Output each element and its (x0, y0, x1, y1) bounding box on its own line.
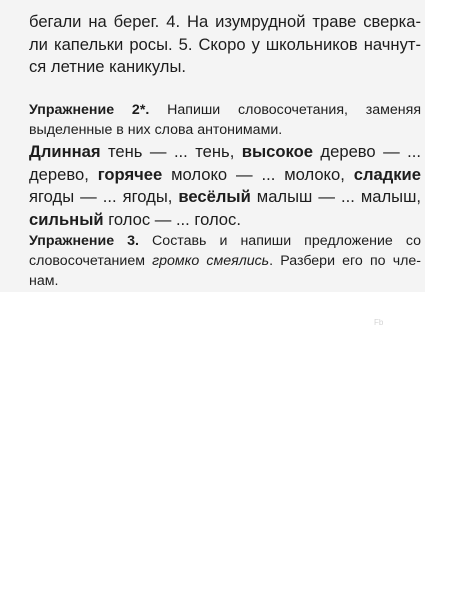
text-line (29, 231, 421, 251)
plain-text: словосочетанием (29, 253, 153, 269)
text-line: ли капельки росы. 5. Скоро у школьников начнут- (29, 34, 421, 54)
text-line (29, 251, 421, 271)
intro-paragraph (29, 11, 421, 79)
text-line: бегали на берег. 4. На изумрудной траве сверка- (29, 12, 421, 31)
highlighted-word: весёлый (178, 187, 251, 206)
exercise-2-body (29, 141, 421, 231)
text-line (29, 209, 421, 232)
plain-text: . Разбери его по чле- (269, 253, 421, 269)
text-line (29, 186, 421, 209)
exercise-2-heading: Упражнение 2*. (29, 102, 150, 118)
task-text: Составь и напиши предложение со (139, 233, 421, 249)
exercise-3 (29, 231, 421, 291)
italic-phrase: громко смеялись (152, 253, 270, 269)
highlighted-word: сильный (29, 209, 104, 229)
plain-text: тень — ... тень, (100, 142, 242, 161)
highlighted-word: высокое (241, 142, 313, 161)
text-line (29, 164, 421, 187)
plain-text: малыш — ... малыш, (250, 187, 421, 206)
text-line: ся летние каникулы. (29, 57, 187, 76)
plain-text: дерево — ... (312, 142, 421, 161)
plain-text: ягоды — ... ягоды, (29, 187, 179, 206)
highlighted-word: Длинная (29, 142, 101, 161)
exercise-3-heading: Упражнение 3. (29, 233, 139, 249)
plain-text: голос — ... голос. (103, 209, 241, 229)
plain-text: молоко — ... молоко, (162, 164, 354, 184)
text-line (29, 100, 421, 120)
corner-mark: Fb (374, 318, 384, 327)
exercise-2-task (29, 100, 421, 140)
text-line (29, 141, 421, 164)
text-line: выделенные в них слова антонимами. (29, 122, 283, 138)
plain-text: дерево, (29, 164, 98, 184)
highlighted-word: сладкие (353, 164, 421, 184)
task-text: Напиши словосочетания, заменяя (149, 102, 422, 118)
highlighted-word: горячее (97, 164, 163, 184)
text-line: нам. (29, 273, 59, 289)
